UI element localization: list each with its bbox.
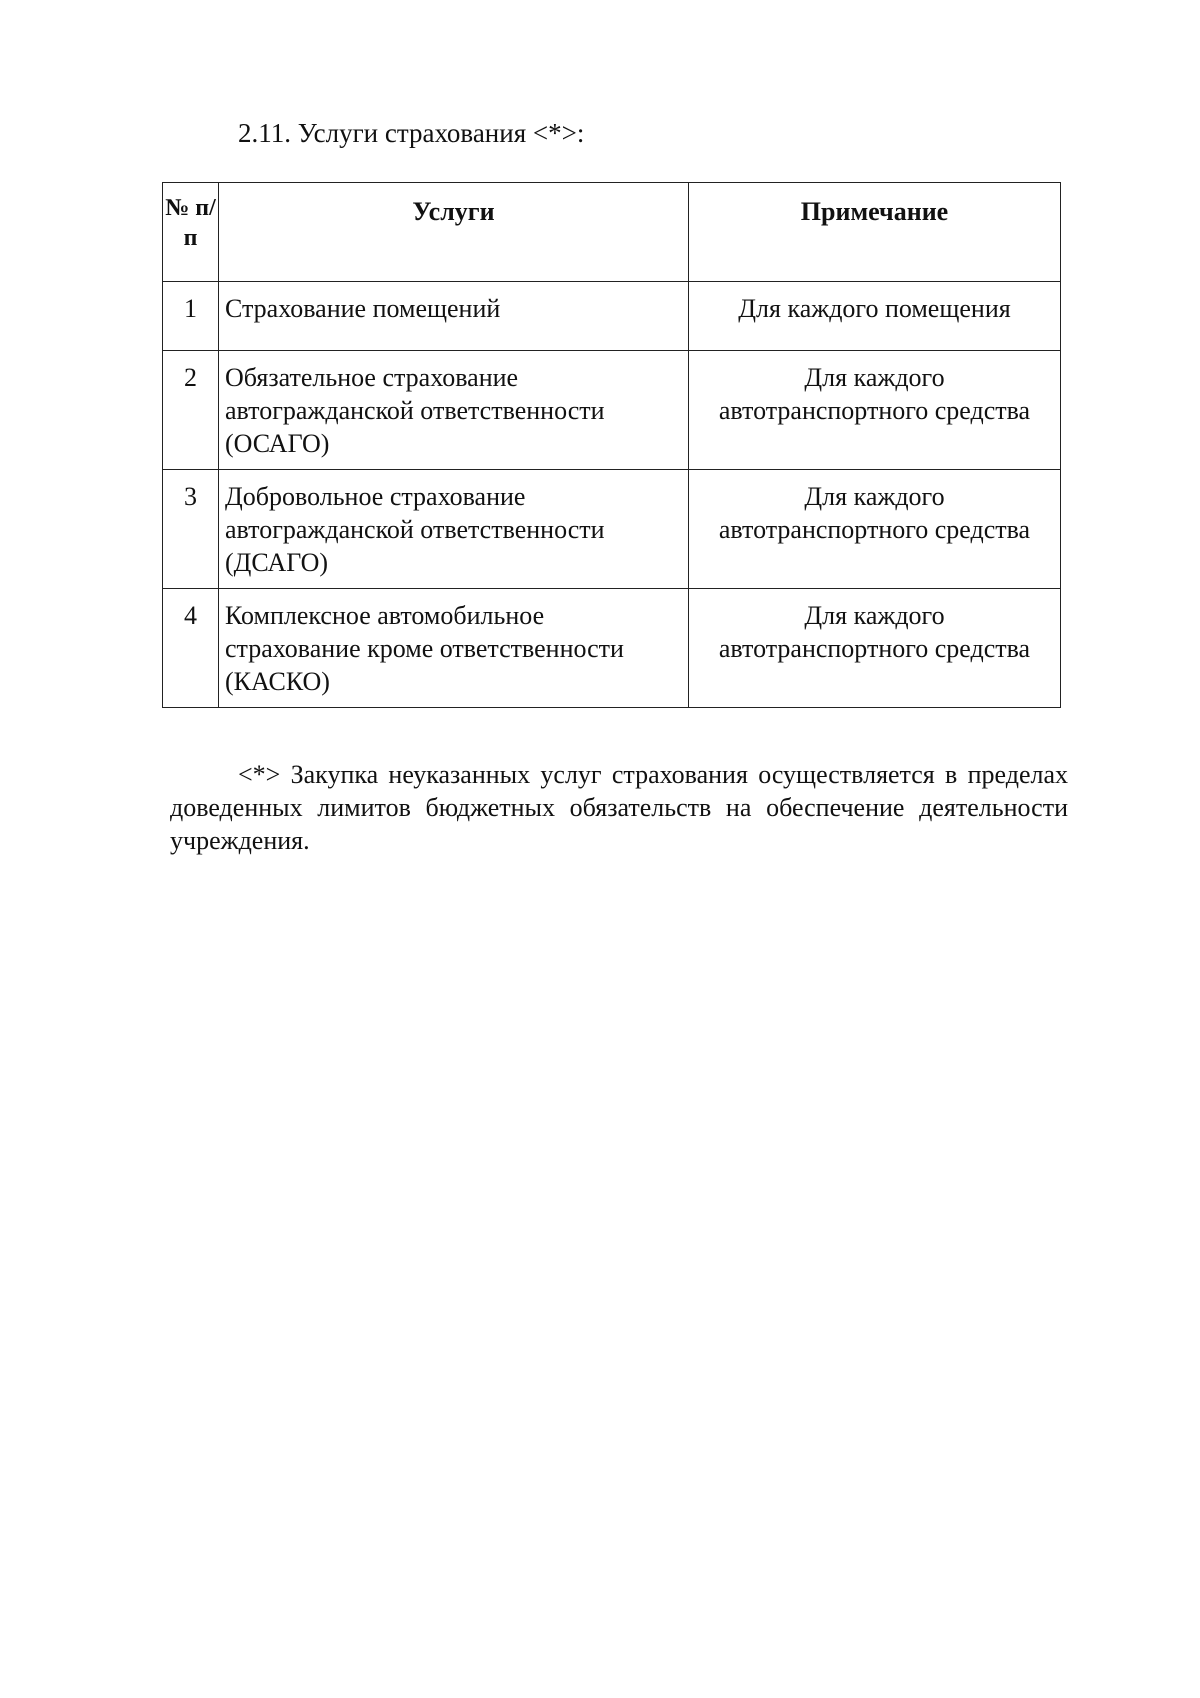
row-note: Для каждого помещения: [689, 282, 1061, 351]
row-note: Для каждого автотранспортного средства: [689, 351, 1061, 470]
table-row: [163, 470, 1061, 589]
header-service: Услуги: [219, 183, 689, 282]
footnote-paragraph: <*> Закупка неуказанных услуг страхования осуществляется в пределах доведенных лимитов бюджетных обязательств на обеспечение деятельности учреждения.: [170, 760, 1068, 855]
table-row: [163, 282, 1061, 351]
row-number: 2: [163, 351, 219, 470]
row-note: Для каждого автотранспортного средства: [689, 589, 1061, 708]
row-service: Обязательное страхование автогражданской ответственности (ОСАГО): [219, 351, 689, 470]
table-row: [163, 351, 1061, 470]
row-service: Добровольное страхование автогражданской ответственности (ДСАГО): [219, 470, 689, 589]
header-note: Примечание: [689, 183, 1061, 282]
row-service: Комплексное автомобильное страхование кроме ответственности (КАСКО): [219, 589, 689, 708]
section-heading: 2.11. Услуги страхования <*>:: [238, 118, 585, 148]
table-row: [163, 589, 1061, 708]
row-service: Страхование помещений: [219, 282, 689, 351]
table-header-row: [163, 183, 1061, 282]
row-number: 3: [163, 470, 219, 589]
row-note: Для каждого автотранспортного средства: [689, 470, 1061, 589]
row-number: 1: [163, 282, 219, 351]
header-number: № п/п: [163, 183, 219, 282]
insurance-services-table: [162, 182, 1061, 708]
row-number: 4: [163, 589, 219, 708]
